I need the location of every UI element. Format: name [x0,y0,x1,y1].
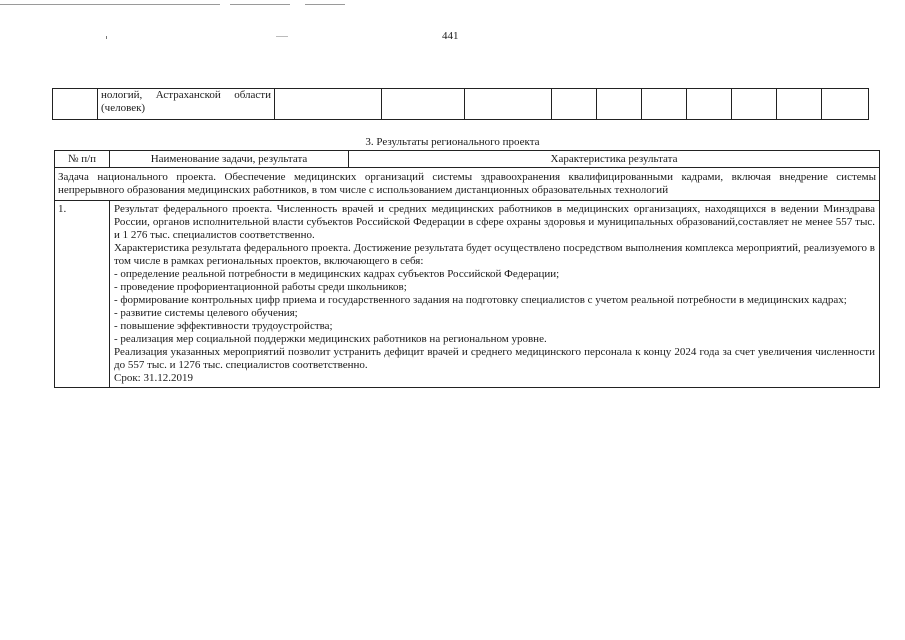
table-row [55,201,880,388]
scan-speck [106,36,107,39]
header-num: № п/п [55,151,110,168]
table-header-row [55,151,880,168]
row-number: 1. [55,201,110,388]
table-cell [687,89,732,120]
list-item: - проведение профориентационной работы среди школьников; [114,281,407,293]
list-item: - формирование контрольных цифр приема и государственного задания на подготовку специалистов с учетом реальной потребности в медицинских кадрах; [114,294,847,306]
task-row [55,168,880,201]
scan-artifact-line [305,4,345,5]
list-item: - определение реальной потребности в медицинских кадрах субъектов Российской Федерации; [114,268,560,280]
table-cell [597,89,642,120]
result-description [110,201,880,388]
results-table [54,150,880,388]
list-item: - повышение эффективности трудоустройства; [114,320,333,332]
scan-speck [276,36,288,37]
table-cell [642,89,687,120]
header-name: Наименование задачи, результата [110,151,349,168]
header-characteristic: Характеристика результата [349,151,880,168]
section-title: 3. Результаты регионального проекта [365,136,540,148]
table-row [53,89,869,120]
table-cell [275,89,382,120]
row-label: нологий, Астраханской области (человек) [98,89,275,120]
table-cell [552,89,597,120]
table-cell [822,89,869,120]
list-item: - реализация мер социальной поддержки медицинских работников на региональном уровне. [114,333,547,345]
top-table [52,88,869,120]
list-item: - развитие системы целевого обучения; [114,307,298,319]
table-cell [382,89,465,120]
deadline: Срок: 31.12.2019 [114,372,193,384]
table-cell [777,89,822,120]
paragraph: Результат федерального проекта. Численность врачей и средних медицинских работников в медицинских организациях, находящихся в ведении Минздрава России, органов исполнительной власти субъектов Российской Федерации в сфере охраны здоровья и муниципальных образований,составляет не менее 557 тыс. и 1 276 тыс. специалистов соответственно. [114,203,875,241]
table-cell [53,89,98,120]
table-cell [465,89,552,120]
paragraph: Реализация указанных мероприятий позволит устранить дефицит врачей и среднего медицинского персонала к концу 2024 года за счет увеличения численности до 557 тыс. и 1276 тыс. специалистов соответственно. [114,346,875,371]
scan-artifact-line [0,4,220,5]
national-task: Задача национального проекта. Обеспечение медицинских организаций системы здравоохранения квалифицированными кадрами, включая внедрение системы непрерывного образования медицинских работников, в том числе с использованием дистанционных образовательных технологий [55,168,880,201]
paragraph: Характеристика результата федерального проекта. Достижение результата будет осуществлено посредством выполнения комплекса мероприятий, реализуемого в том числе в рамках региональных проектов, включающего в себя: [114,242,875,267]
scan-artifact-line [230,4,290,5]
table-cell [732,89,777,120]
page-number: 441 [442,30,459,42]
